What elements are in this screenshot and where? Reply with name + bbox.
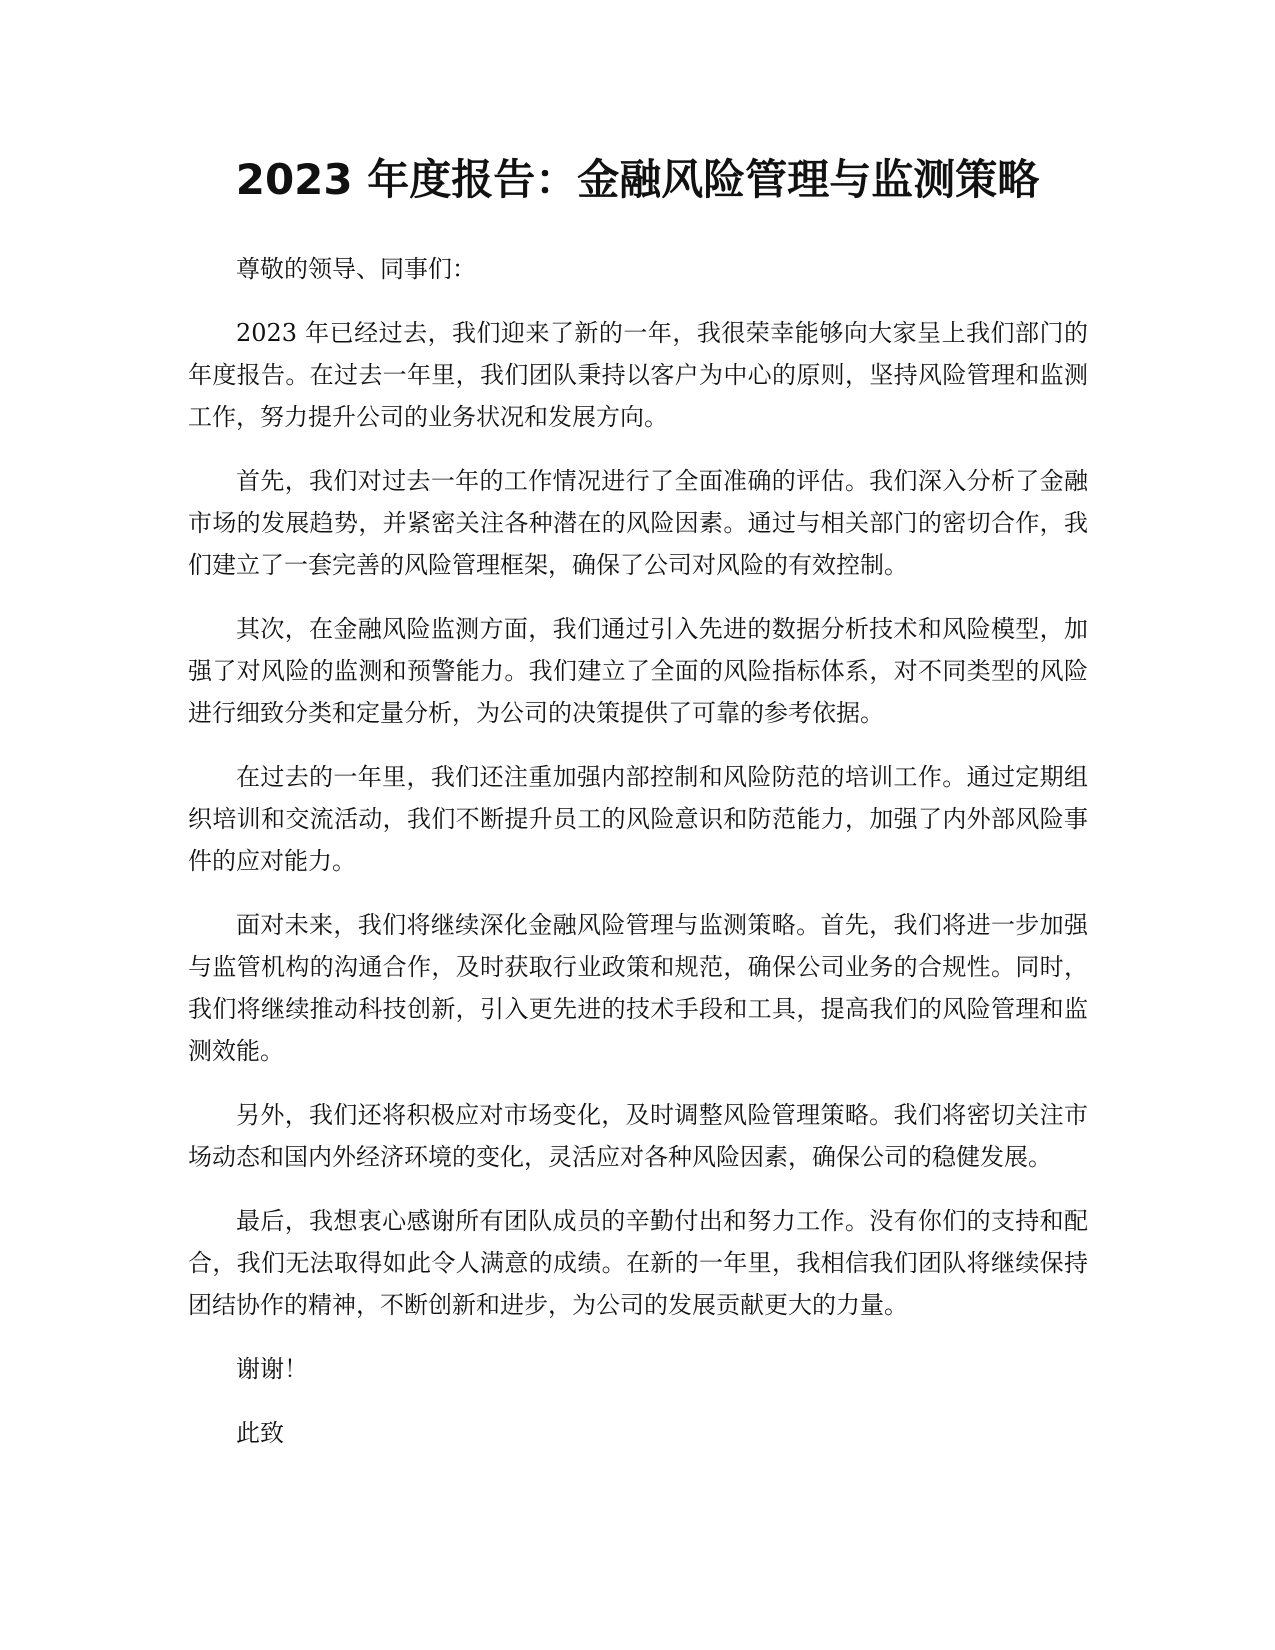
salutation: 尊敬的领导、同事们： <box>236 255 476 283</box>
paragraph-future: 面对未来，我们将继续深化金融风险管理与监测策略。首先，我们将进一步加强与监管机构的沟通合作，及时获取行业政策和规范，确保公司业务的合规性。同时，我们将继续推动科技创新，引入更先进的技术手段和工具，提高我们的风险管理和监测效能。 <box>188 911 1088 1065</box>
paragraph-intro: 2023 年已经过去，我们迎来了新的一年，我很荣幸能够向大家呈上我们部门的年度报告。在过去一年里，我们团队秉持以客户为中心的原则，坚持风险管理和监测工作，努力提升公司的业务状况和发展方向。 <box>188 319 1088 431</box>
closing-thanks: 谢谢！ <box>236 1355 308 1383</box>
closing-regards: 此致 <box>236 1419 284 1447</box>
paragraph-market: 另外，我们还将积极应对市场变化，及时调整风险管理策略。我们将密切关注市场动态和国内外经济环境的变化，灵活应对各种风险因素，确保公司的稳健发展。 <box>188 1101 1088 1171</box>
paragraph-thanks: 最后，我想衷心感谢所有团队成员的辛勤付出和努力工作。没有你们的支持和配合，我们无法取得如此令人满意的成绩。在新的一年里，我相信我们团队将继续保持团结协作的精神，不断创新和进步，为公司的发展贡献更大的力量。 <box>188 1207 1088 1319</box>
document-title: 2023 年度报告：金融风险管理与监测策略 <box>235 155 1040 204</box>
paragraph-training: 在过去的一年里，我们还注重加强内部控制和风险防范的培训工作。通过定期组织培训和交流活动，我们不断提升员工的风险意识和防范能力，加强了内外部风险事件的应对能力。 <box>188 763 1088 875</box>
paragraph-monitoring: 其次，在金融风险监测方面，我们通过引入先进的数据分析技术和风险模型，加强了对风险的监测和预警能力。我们建立了全面的风险指标体系，对不同类型的风险进行细致分类和定量分析，为公司的决策提供了可靠的参考依据。 <box>188 615 1088 727</box>
document-body <box>188 248 1088 1476</box>
paragraph-evaluation: 首先，我们对过去一年的工作情况进行了全面准确的评估。我们深入分析了金融市场的发展趋势，并紧密关注各种潜在的风险因素。通过与相关部门的密切合作，我们建立了一套完善的风险管理框架，确保了公司对风险的有效控制。 <box>188 467 1088 579</box>
